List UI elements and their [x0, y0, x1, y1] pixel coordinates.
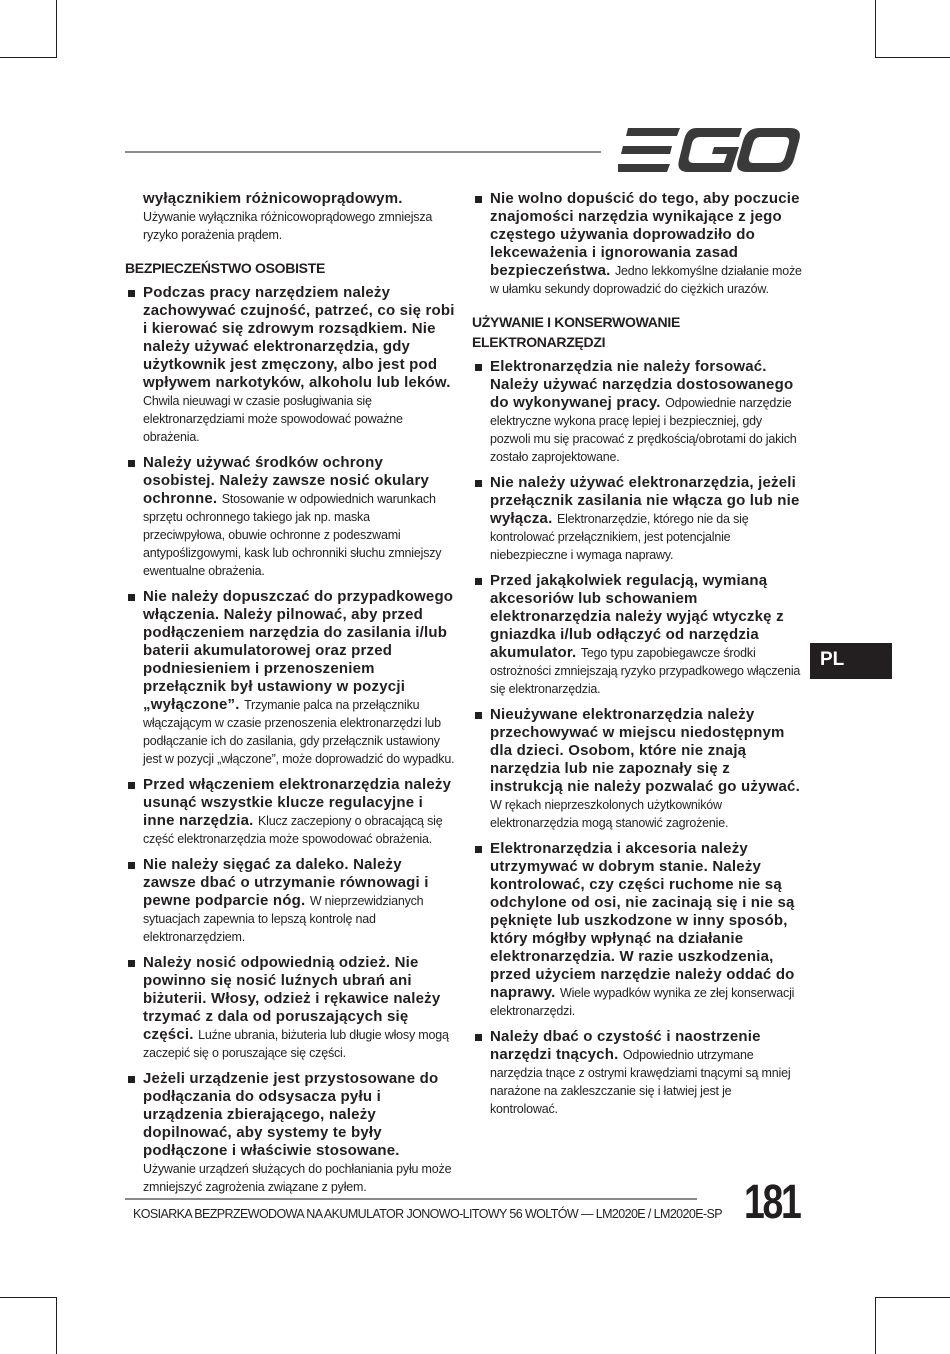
- item-bold: Nie należy dopuszczać do przypadkowego włączenia. Należy pilnować, aby przed podłączeniem narzędzia do zasilania i/lub baterii akumulatorowej oraz przed podniesieniem i przenoszeniem przełącznik był ustawiony w pozycji „wyłączone”.: [143, 588, 454, 713]
- bullet-icon: [128, 594, 135, 601]
- language-tab: [810, 643, 892, 679]
- intro-text: Używanie wyłącznika różnicowoprądowego zmniejsza ryzyko porażenia prądem.: [143, 210, 433, 242]
- list-item: [472, 358, 802, 466]
- list-item: [125, 954, 455, 1062]
- bullet-icon: [128, 1076, 135, 1083]
- bullet-icon: [475, 480, 482, 487]
- list-item: [472, 706, 802, 832]
- crop-mark: [0, 1297, 57, 1298]
- item-bold: Nie wolno dopuścić do tego, aby poczucie znajomości narzędzia wynikające z jego częstego używania doprowadziło do lekceważenia i ignorowania zasad bezpieczeństwa.: [490, 190, 800, 279]
- list-item: [125, 776, 455, 848]
- bullet-icon: [475, 1034, 482, 1041]
- crop-mark: [875, 0, 876, 58]
- ego-logo: [618, 128, 800, 172]
- item-bold: Przed włączeniem elektronarzędzia należy usunąć wszystkie klucze regulacyjne i inne narzędzia.: [143, 776, 452, 829]
- section-heading-tool-use: UŻYWANIE I KONSERWOWANIE ELEKTRONARZĘDZI: [472, 314, 680, 350]
- bullet-icon: [128, 960, 135, 967]
- item-bold: Należy używać środków ochrony osobistej. Należy zawsze nosić okulary ochronne.: [143, 454, 430, 507]
- footer-rule: [125, 1198, 697, 1200]
- list-item: [472, 572, 802, 698]
- header-rule: [125, 151, 601, 153]
- item-bold: Należy nosić odpowiednią odzież. Nie powinno się nosić luźnych ubrań ani biżuterii. Włosy, odzież i rękawice należy trzymać z dala od poruszających się części.: [143, 954, 441, 1043]
- intro-bold: wyłącznikiem różnicowoprądowym.: [143, 190, 403, 207]
- item-bold: Należy dbać o czystość i naostrzenie narzędzi tnących.: [490, 1028, 761, 1063]
- item-bold: Jeżeli urządzenie jest przystosowane do podłączania do odsysacza pyłu i urządzenia zbierającego, należy dopilnować, aby systemy te były podłączone i właściwie stosowane.: [143, 1070, 439, 1159]
- bullet-icon: [475, 364, 482, 371]
- footer-product-title: KOSIARKA BEZPRZEWODOWA NA AKUMULATOR JONOWO-LITOWY 56 WOLTÓW — LM2020E / LM2020E-SP: [133, 1207, 723, 1221]
- bullet-icon: [475, 712, 482, 719]
- item-text: Stosowanie w odpowiednich warunkach sprzętu ochronnego takiego jak np. maska przeciwpyłowa, obuwie ochronne z podeszwami antypoślizgowymi, kask lub ochronniki słuchu zmniejszy ewentualne obrażenia.: [143, 492, 442, 578]
- item-text: W nieprzewidzianych sytuacjach zapewnia to lepszą kontrolę nad elektronarzędziem.: [143, 894, 424, 944]
- item-text: Używanie urządzeń służących do pochłaniania pyłu może zmniejszyć zagrożenia związane z pyłem.: [143, 1162, 452, 1194]
- section-heading-personal-safety: BEZPIECZEŃSTWO OSOBISTE: [125, 260, 326, 276]
- item-text: Klucz zaczepiony o obracającą się część elektronarzędzia może spowodować obrażenia.: [143, 814, 443, 846]
- crop-mark: [875, 57, 950, 58]
- page-number: 181: [744, 1176, 800, 1229]
- crop-mark: [56, 1297, 57, 1354]
- bullet-icon: [128, 862, 135, 869]
- list-item: [125, 1070, 455, 1196]
- list-item: [472, 190, 802, 298]
- list-item: [125, 454, 455, 580]
- item-bold: Elektronarzędzia i akcesoria należy utrzymywać w dobrym stanie. Należy kontrolować, czy części ruchome nie są odchylone od osi, nie zacinają się i nie są pęknięte lub uszkodzone w inny sposób, który mógłby wpłynąć na działanie elektronarzędzia. W razie uszkodzenia, przed użyciem narzędzie należy oddać do naprawy.: [490, 840, 795, 1001]
- bullet-icon: [128, 782, 135, 789]
- list-item: [125, 856, 455, 946]
- item-bold: Podczas pracy narzędziem należy zachowywać czujność, patrzeć, co się robi i kierować się zdrowym rozsądkiem. Nie należy używać elektronarzędzia, gdy użytkownik jest zmęczony, albo jest pod wpływem narkotyków, alkoholu lub leków.: [143, 284, 455, 391]
- item-text: Chwila nieuwagi w czasie posługiwania się elektronarzędziami może spowodować poważne obrażenia.: [143, 394, 403, 444]
- left-column: [125, 190, 455, 1204]
- item-bold: Nie należy używać elektronarzędzia, jeżeli przełącznik zasilania nie włącza go lub nie wyłącza.: [490, 474, 800, 527]
- crop-mark: [56, 0, 57, 58]
- list-item: [472, 474, 802, 564]
- crop-mark: [875, 1297, 876, 1354]
- item-text: Elektronarzędzie, którego nie da się kontrolować przełącznikiem, jest potencjalnie niebezpieczne i wymaga naprawy.: [490, 512, 749, 562]
- list-item: [125, 588, 455, 768]
- item-bold: Nie należy sięgać za daleko. Należy zawsze dbać o utrzymanie równowagi i pewne podparcie nóg.: [143, 856, 429, 909]
- item-text: Odpowiednio utrzymane narzędzia tnące z ostrymi krawędziami tnącymi są mniej narażone na zakleszczanie się i łatwiej jest je kontrolować.: [490, 1048, 791, 1116]
- item-bold: Elektronarzędzia nie należy forsować. Należy używać narzędzia dostosowanego do wykonywanej pracy.: [490, 358, 794, 411]
- item-text: Jedno lekkomyślne działanie może w ułamku sekundy doprowadzić do ciężkich urazów.: [490, 264, 802, 296]
- item-bold: Nieużywane elektronarzędzia należy przechowywać w miejscu niedostępnym dla dzieci. Osobom, które nie znają narzędzia lub nie zapoznały się z instrukcją nie należy pozwalać go używać.: [490, 706, 800, 795]
- crop-mark: [0, 57, 57, 58]
- bullet-icon: [128, 460, 135, 467]
- intro-paragraph: [125, 190, 455, 244]
- right-column: [472, 190, 802, 1126]
- item-text: Trzymanie palca na przełączniku włączającym w czasie przenoszenia elektronarzędzi lub podłączanie ich do zasilania, gdy przełącznik ustawiony jest w pozycji „włączone”, może doprowadzić do wypadku.: [143, 698, 455, 766]
- list-item: [125, 284, 455, 446]
- item-text: W rękach nieprzeszkolonych użytkowników elektronarzędzia mogą stanowić zagrożenie.: [490, 798, 729, 830]
- bullet-icon: [475, 578, 482, 585]
- list-item: [472, 840, 802, 1020]
- crop-mark: [875, 1297, 950, 1298]
- language-tab-label: PL: [820, 649, 845, 670]
- bullet-icon: [128, 290, 135, 297]
- item-text: Tego typu zapobiegawcze środki ostrożności zmniejszają ryzyko przypadkowego włączenia się elektronarzędzia.: [490, 646, 801, 696]
- item-text: Luźne ubrania, biżuteria lub długie włosy mogą zaczepić się o poruszające się części.: [143, 1028, 449, 1060]
- item-bold: Przed jakąkolwiek regulacją, wymianą akcesoriów lub schowaniem elektronarzędzia należy wyjąć wtyczkę z gniazdka i/lub odłączyć od narzędzia akumulator.: [490, 572, 784, 661]
- list-item: [472, 1028, 802, 1118]
- bullet-icon: [475, 196, 482, 203]
- item-text: Wiele wypadków wynika ze złej konserwacji elektronarzędzi.: [490, 986, 795, 1018]
- bullet-icon: [475, 846, 482, 853]
- item-text: Odpowiednie narzędzie elektryczne wykona pracę lepiej i bezpieczniej, gdy pozwoli mu się pracować z prędkością/obrotami do jakich zostało zaprojektowane.: [490, 396, 797, 464]
